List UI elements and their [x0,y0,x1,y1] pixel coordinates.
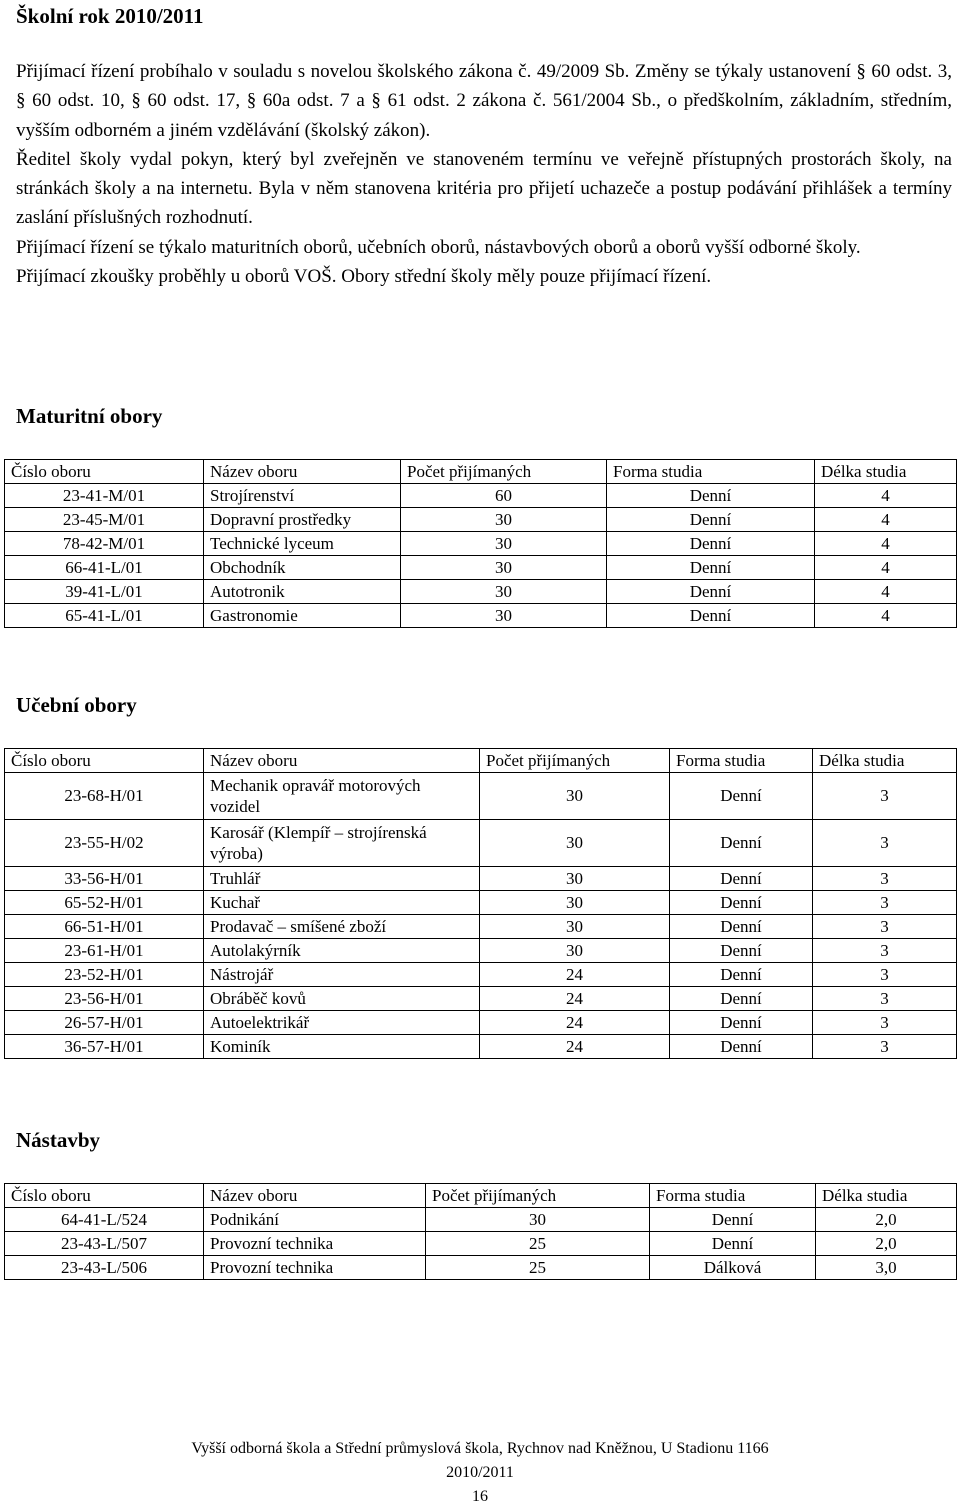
cell-delka: 3 [813,891,957,915]
cell-delka: 2,0 [816,1232,957,1256]
intro-paragraph-scope: Přijímací řízení se týkalo maturitních oborů, učebních oborů, nástavbových oborů a oborů vyšší odborné školy. [16,236,861,258]
cell-cislo: 23-43-L/507 [5,1232,204,1256]
cell-pocet: 24 [480,1035,670,1059]
cell-cislo: 23-55-H/02 [5,820,204,867]
table-row [5,939,957,963]
table-row [5,1035,957,1059]
cell-delka: 4 [815,532,957,556]
cell-delka: 3 [813,820,957,867]
cell-cislo: 36-57-H/01 [5,1035,204,1059]
table-row [5,867,957,891]
cell-delka: 4 [815,580,957,604]
cell-cislo: 65-41-L/01 [5,604,204,628]
cell-cislo: 66-51-H/01 [5,915,204,939]
cell-cislo: 65-52-H/01 [5,891,204,915]
cell-nazev: Truhlář [204,867,480,891]
cell-cislo: 23-56-H/01 [5,987,204,1011]
cell-cislo: 23-43-L/506 [5,1256,204,1280]
table-nastavby [4,1183,957,1280]
cell-forma: Denní [670,867,813,891]
cell-pocet: 30 [401,604,607,628]
cell-nazev: Gastronomie [204,604,401,628]
page-footer [0,1437,960,1509]
cell-nazev: Mechanik opravář motorových vozidel [204,773,480,820]
table-maturitni [4,459,957,628]
header-forma-studia: Forma studia [670,749,813,773]
intro-paragraph-legal: Přijímací řízení probíhalo v souladu s novelou školského zákona č. 49/2009 Sb. Změny se týkaly ustanovení § 60 odst. 3, § 60 odst. 10, § 60 odst. 17, § 60a odst. 7 a § 61 odst. 2 zákona č. 561/2004 Sb., o předškolním, základním, středním, vyšším odborném a jiném vzdělávání (školský zákon). [16,61,952,141]
cell-pocet: 25 [426,1232,650,1256]
cell-nazev: Prodavač – smíšené zboží [204,915,480,939]
cell-pocet: 30 [426,1208,650,1232]
cell-nazev: Autoelektrikář [204,1011,480,1035]
cell-nazev: Autotronik [204,580,401,604]
cell-nazev: Podnikání [204,1208,426,1232]
table-row [5,1208,957,1232]
cell-pocet: 30 [401,532,607,556]
cell-pocet: 30 [480,867,670,891]
cell-forma: Denní [650,1232,816,1256]
table-row [5,820,957,867]
cell-forma: Denní [670,939,813,963]
header-forma-studia: Forma studia [650,1184,816,1208]
cell-cislo: 66-41-L/01 [5,556,204,580]
header-cislo-oboru: Číslo oboru [5,749,204,773]
cell-delka: 3 [813,1011,957,1035]
section-title-maturitni: Maturitní obory [16,404,163,428]
table-row [5,556,957,580]
cell-forma: Denní [670,773,813,820]
cell-forma: Denní [670,891,813,915]
cell-cislo: 23-45-M/01 [5,508,204,532]
header-nazev-oboru: Název oboru [204,1184,426,1208]
cell-forma: Denní [607,580,815,604]
cell-nazev: Obchodník [204,556,401,580]
table-row [5,484,957,508]
header-delka-studia: Délka studia [815,460,957,484]
table-row [5,987,957,1011]
cell-nazev: Technické lyceum [204,532,401,556]
cell-forma: Denní [607,484,815,508]
cell-nazev: Provozní technika [204,1256,426,1280]
cell-cislo: 26-57-H/01 [5,1011,204,1035]
cell-delka: 2,0 [816,1208,957,1232]
cell-cislo: 33-56-H/01 [5,867,204,891]
cell-forma: Denní [670,915,813,939]
cell-pocet: 30 [401,556,607,580]
cell-cislo: 23-52-H/01 [5,963,204,987]
cell-forma: Denní [650,1208,816,1232]
cell-nazev: Autolakýrník [204,939,480,963]
cell-forma: Denní [607,508,815,532]
cell-delka: 3 [813,963,957,987]
header-delka-studia: Délka studia [816,1184,957,1208]
cell-pocet: 30 [480,773,670,820]
cell-pocet: 30 [480,939,670,963]
cell-forma: Denní [670,1011,813,1035]
cell-delka: 4 [815,556,957,580]
cell-pocet: 24 [480,987,670,1011]
cell-forma: Denní [607,604,815,628]
cell-forma: Denní [607,532,815,556]
cell-pocet: 30 [401,508,607,532]
cell-pocet: 30 [480,891,670,915]
table-row [5,604,957,628]
table-row [5,891,957,915]
cell-pocet: 30 [401,580,607,604]
table-row [5,963,957,987]
cell-delka: 4 [815,604,957,628]
cell-delka: 4 [815,484,957,508]
header-delka-studia: Délka studia [813,749,957,773]
cell-nazev: Nástrojář [204,963,480,987]
table-ucebni [4,748,957,1059]
cell-cislo: 78-42-M/01 [5,532,204,556]
header-cislo-oboru: Číslo oboru [5,1184,204,1208]
cell-pocet: 30 [480,915,670,939]
table-header-row [5,749,957,773]
page-title: Školní rok 2010/2011 [16,4,204,28]
table-row [5,532,957,556]
cell-delka: 3 [813,987,957,1011]
cell-forma: Denní [607,556,815,580]
header-nazev-oboru: Název oboru [204,749,480,773]
section-title-nastavby: Nástavby [16,1128,101,1152]
header-nazev-oboru: Název oboru [204,460,401,484]
cell-cislo: 23-68-H/01 [5,773,204,820]
cell-cislo: 64-41-L/524 [5,1208,204,1232]
cell-forma: Denní [670,1035,813,1059]
cell-delka: 3 [813,915,957,939]
cell-delka: 4 [815,508,957,532]
table-header-row [5,460,957,484]
cell-nazev: Strojírenství [204,484,401,508]
table-row [5,773,957,820]
header-cislo-oboru: Číslo oboru [5,460,204,484]
cell-pocet: 25 [426,1256,650,1280]
table-row [5,580,957,604]
cell-cislo: 23-41-M/01 [5,484,204,508]
cell-cislo: 23-61-H/01 [5,939,204,963]
table-header-row [5,1184,957,1208]
table-row [5,1256,957,1280]
cell-pocet: 24 [480,1011,670,1035]
cell-forma: Dálková [650,1256,816,1280]
header-pocet-prijimanych: Počet přijímaných [480,749,670,773]
cell-nazev: Karosář (Klempíř – strojírenská výroba) [204,820,480,867]
cell-pocet: 30 [480,820,670,867]
cell-forma: Denní [670,820,813,867]
intro-paragraph-announcement: Ředitel školy vydal pokyn, který byl zveřejněn ve stanoveném termínu ve veřejně přístupných prostorách školy, na stránkách školy a na internetu. Byla v něm stanovena kritéria pro přijetí uchazeče a postup podávání přihlášek a termíny zaslání příslušných rozhodnutí. [16,148,952,229]
table-row [5,915,957,939]
table-row [5,508,957,532]
footer-school-year: 2010/2011 [446,1464,514,1481]
cell-cislo: 39-41-L/01 [5,580,204,604]
cell-delka: 3 [813,867,957,891]
table-row [5,1011,957,1035]
cell-delka: 3 [813,939,957,963]
table-row [5,1232,957,1256]
cell-nazev: Kuchař [204,891,480,915]
cell-nazev: Kominík [204,1035,480,1059]
cell-nazev: Obráběč kovů [204,987,480,1011]
footer-school-name: Vyšší odborná škola a Střední průmyslová škola, Rychnov nad Kněžnou, U Stadionu 1166 [191,1440,769,1457]
cell-pocet: 60 [401,484,607,508]
cell-forma: Denní [670,987,813,1011]
header-pocet-prijimanych: Počet přijímaných [426,1184,650,1208]
cell-nazev: Dopravní prostředky [204,508,401,532]
cell-delka: 3 [813,1035,957,1059]
intro-text [16,57,952,291]
cell-delka: 3,0 [816,1256,957,1280]
cell-delka: 3 [813,773,957,820]
cell-nazev: Provozní technika [204,1232,426,1256]
cell-forma: Denní [670,963,813,987]
header-forma-studia: Forma studia [607,460,815,484]
section-title-ucebni: Učební obory [16,693,137,717]
cell-pocet: 24 [480,963,670,987]
page-number: 16 [472,1488,488,1505]
intro-paragraph-exams: Přijímací zkoušky proběhly u oborů VOŠ. Obory střední školy měly pouze přijímací řízení. [16,266,712,288]
header-pocet-prijimanych: Počet přijímaných [401,460,607,484]
